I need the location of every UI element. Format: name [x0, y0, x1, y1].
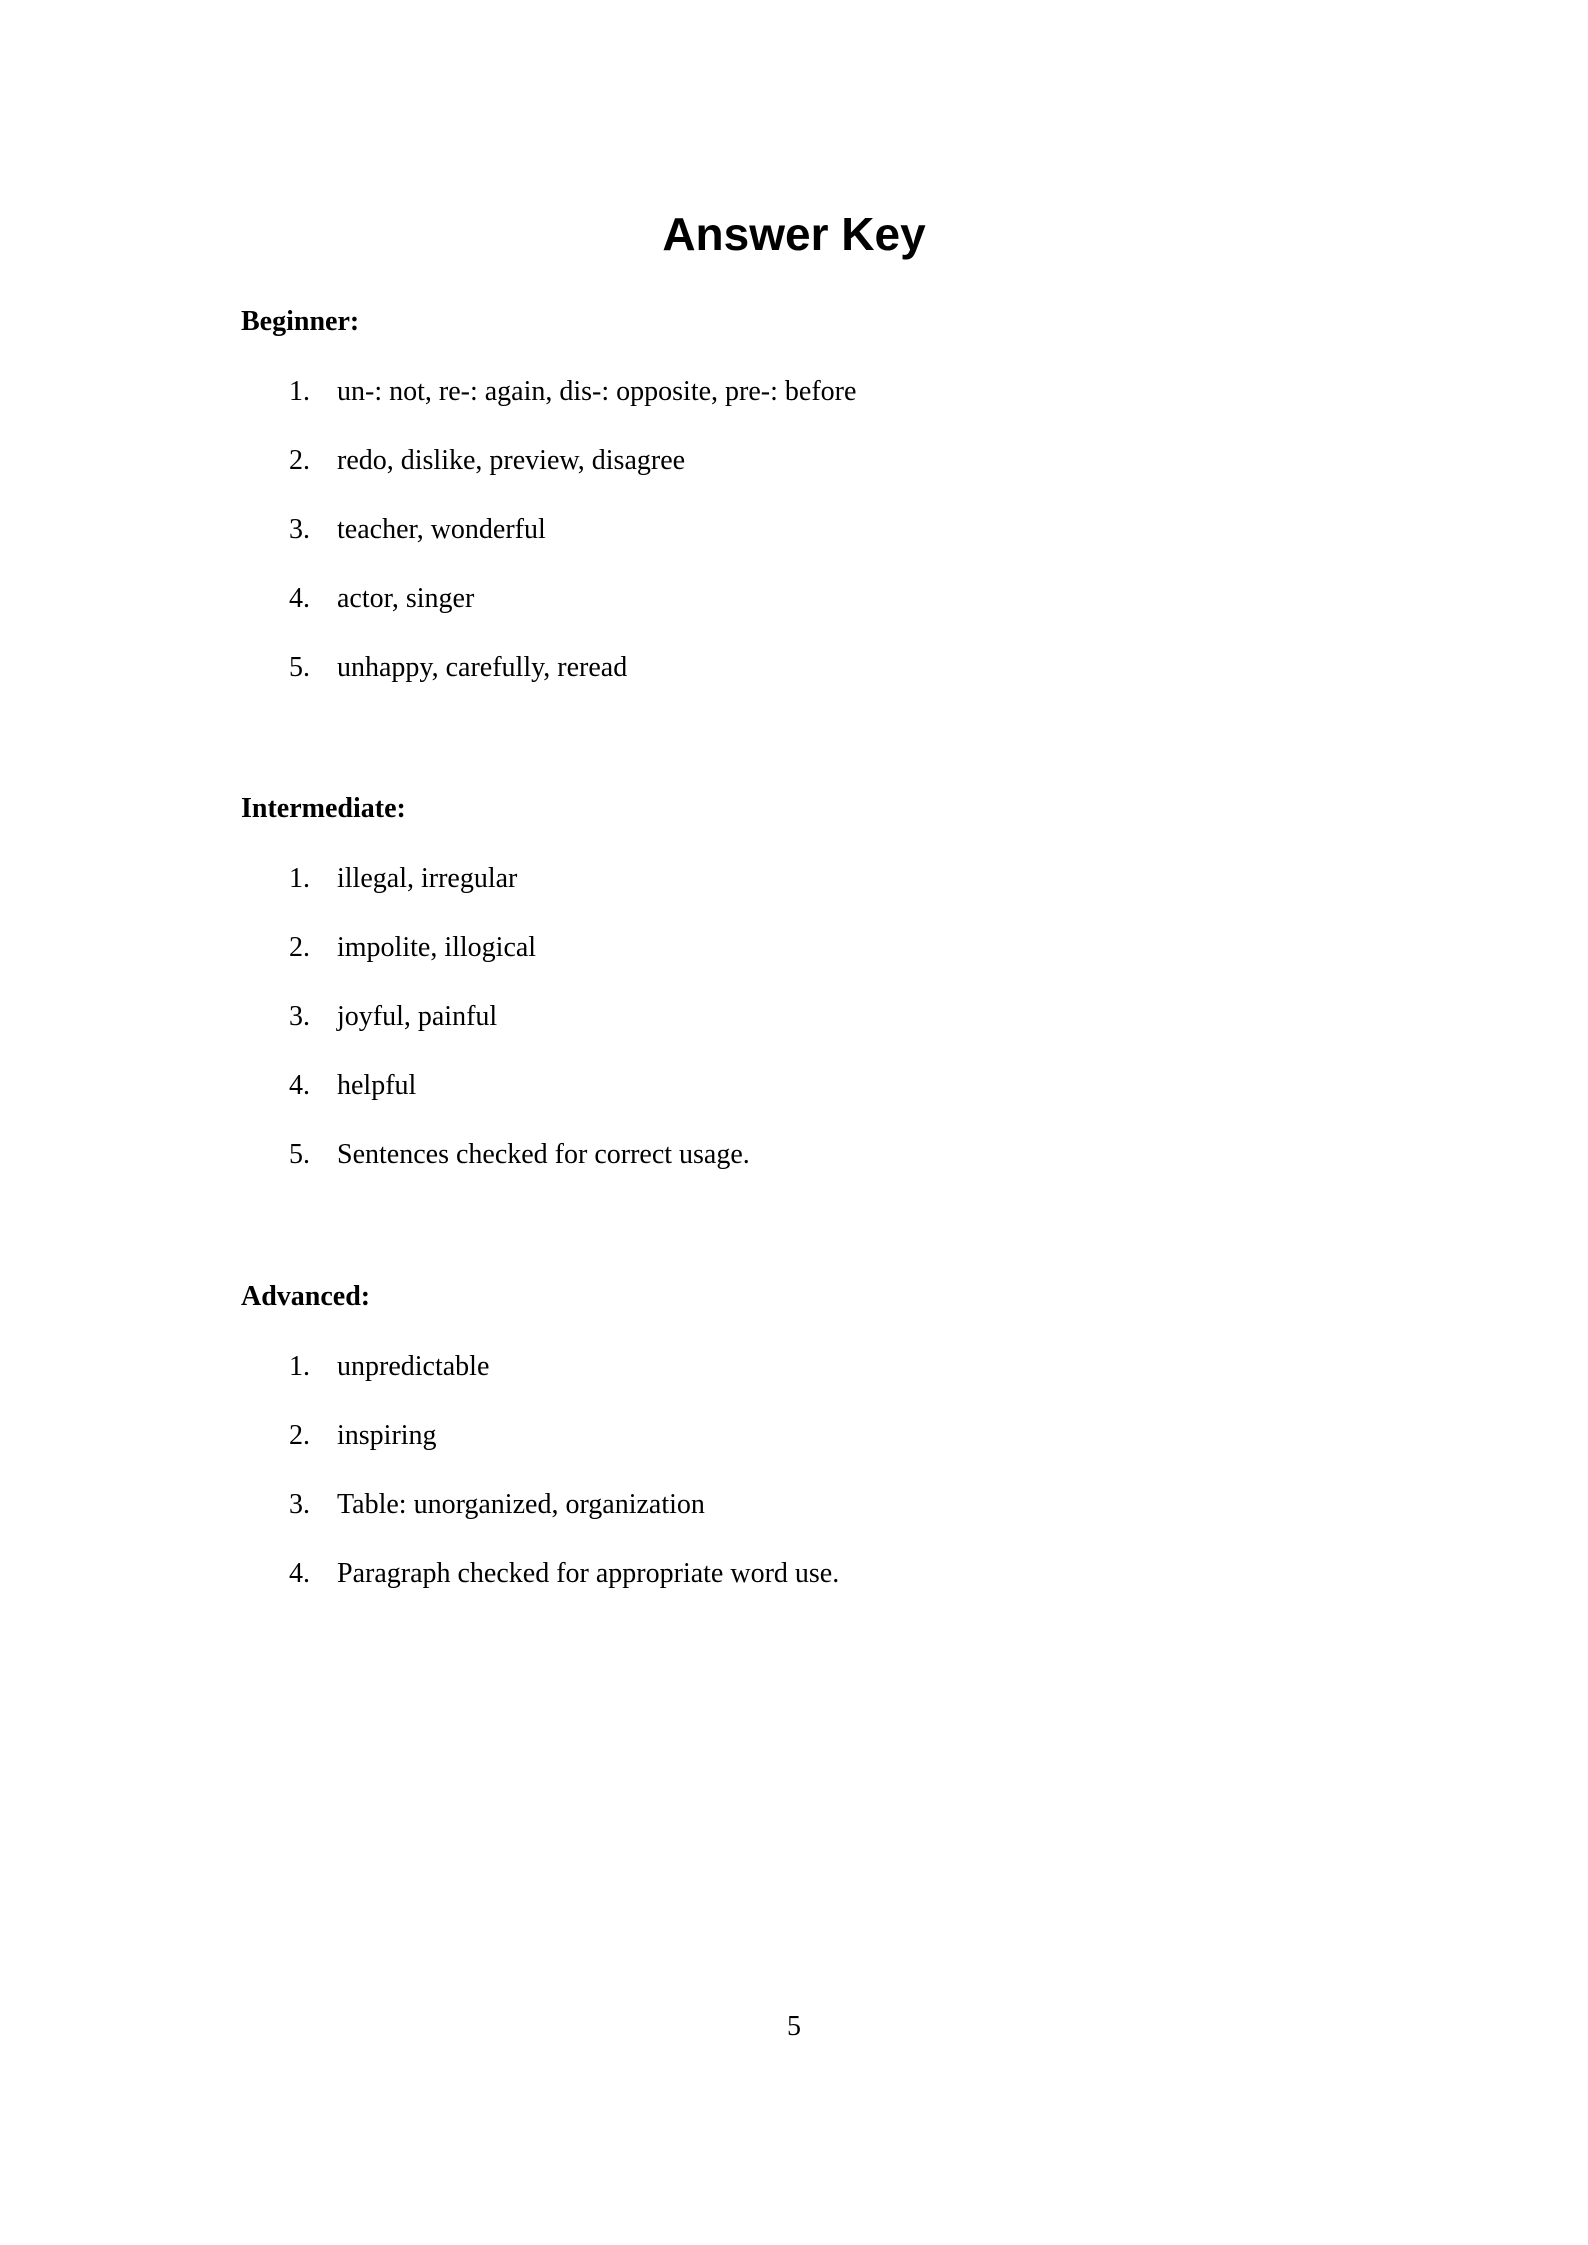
section-advanced [241, 1280, 840, 1591]
list-item [241, 444, 686, 478]
answer-list [241, 375, 857, 685]
section-heading: Intermediate: [241, 793, 406, 824]
section-heading: Advanced: [241, 1281, 371, 1312]
list-item [241, 1419, 437, 1453]
answer-list [241, 862, 750, 1172]
list-item [241, 1069, 417, 1103]
item-number: 3. [289, 1489, 310, 1520]
list-item [241, 931, 537, 965]
list-item [241, 1138, 750, 1172]
item-number: 1. [289, 1351, 310, 1382]
item-text: helpful [337, 1070, 417, 1101]
list-item [241, 513, 546, 547]
section-heading: Beginner: [241, 306, 360, 337]
list-item [241, 1557, 840, 1591]
item-text: un-: not, re-: again, dis-: opposite, pre-: before [337, 376, 857, 407]
item-number: 4. [289, 1070, 310, 1101]
item-number: 1. [289, 863, 310, 894]
item-text: actor, singer [337, 583, 475, 614]
item-text: impolite, illogical [337, 932, 537, 963]
item-number: 3. [289, 1001, 310, 1032]
item-text: unhappy, carefully, reread [337, 652, 628, 683]
section-intermediate [241, 792, 750, 1172]
item-text: joyful, painful [337, 1001, 498, 1032]
item-number: 2. [289, 1420, 310, 1451]
item-number: 2. [289, 932, 310, 963]
item-number: 5. [289, 652, 310, 683]
item-text: Sentences checked for correct usage. [337, 1139, 750, 1170]
answer-list [241, 1350, 840, 1591]
list-item [241, 1000, 498, 1034]
list-item [241, 1350, 490, 1384]
item-number: 4. [289, 583, 310, 614]
item-text: teacher, wonderful [337, 514, 546, 545]
item-number: 1. [289, 376, 310, 407]
section-beginner [241, 305, 857, 685]
item-text: redo, dislike, preview, disagree [337, 445, 686, 476]
list-item [241, 651, 628, 685]
item-number: 4. [289, 1558, 310, 1589]
item-text: Paragraph checked for appropriate word use. [337, 1558, 840, 1589]
list-item [241, 862, 518, 896]
item-number: 3. [289, 514, 310, 545]
page-title: Answer Key [662, 208, 926, 260]
list-item [241, 375, 857, 409]
item-text: unpredictable [337, 1351, 490, 1382]
page-number: 5 [787, 2011, 801, 2042]
item-text: Table: unorganized, organization [337, 1489, 705, 1520]
item-number: 2. [289, 445, 310, 476]
item-text: inspiring [337, 1420, 437, 1451]
list-item [241, 582, 475, 616]
list-item [241, 1488, 705, 1522]
item-number: 5. [289, 1139, 310, 1170]
item-text: illegal, irregular [337, 863, 518, 894]
